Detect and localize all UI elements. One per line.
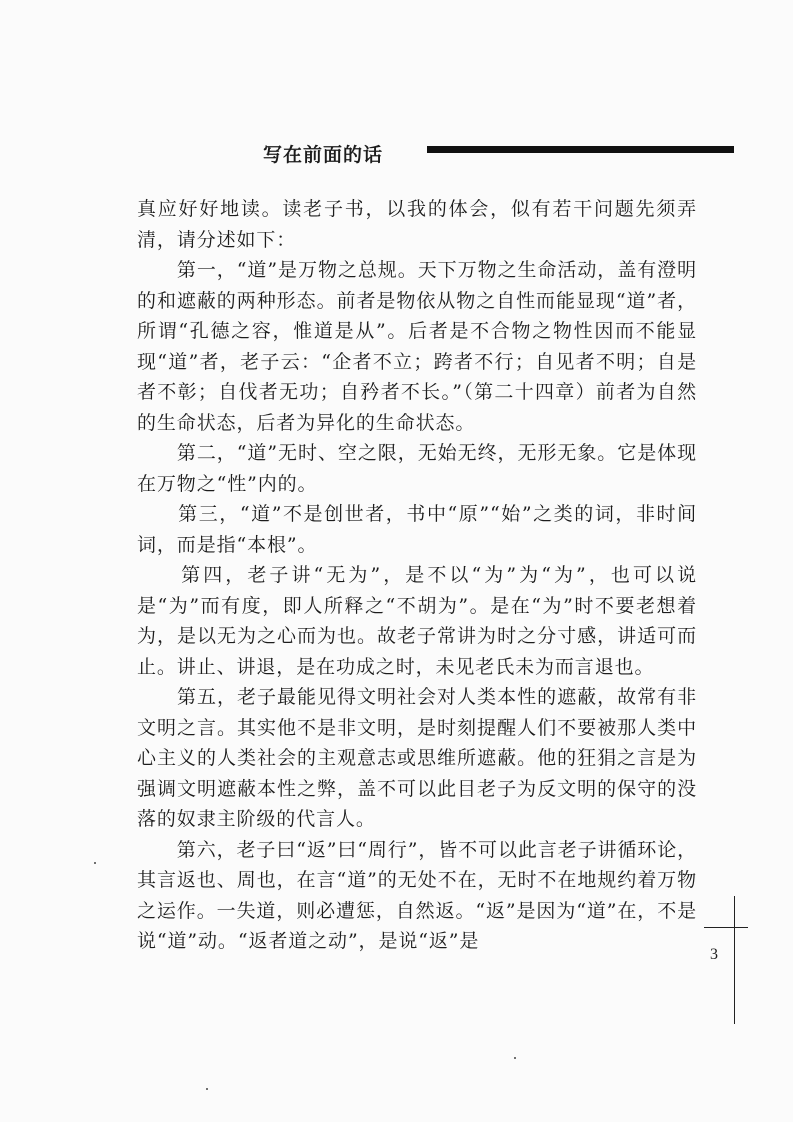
- paragraph-point-6: 第六，老子曰“返”曰“周行”，皆不可以此言老子讲循环论，其言返也、周也，在言“道”的无处不在，无时不在地规约着万物之运作。一失道，则必遭惩，自然返。“返”是因为“道”在，不是说“道”动。“返者道之动”，是说“返”是: [137, 838, 697, 952]
- scan-speck: [94, 862, 96, 864]
- running-header: [0, 140, 793, 170]
- paragraph-intro: 真应好好地读。读老子书，以我的体会，似有若干问题先须弄清，请分述如下：: [137, 198, 697, 251]
- header-title: 写在前面的话: [263, 144, 384, 166]
- crop-mark-vertical: [734, 896, 735, 1024]
- header-rule: [427, 146, 734, 153]
- scan-speck: [206, 1088, 208, 1090]
- paragraph-point-4: 第四，老子讲“无为”，是不以“为”为“为”，也可以说是“为”而有度，即人所释之“不胡为”。是在“为”时不要老想着为，是以无为之心而为也。故老子常讲为时之分寸感，讲适可而止。讲止、讲退，是在功成之时，未见老氏未为而言退也。: [137, 564, 697, 678]
- paragraph-point-1: 第一，“道”是万物之总规。天下万物之生命活动，盖有澄明的和遮蔽的两种形态。前者是物依从物之自性而能显现“道”者，所谓“孔德之容，惟道是从”。后者是不合物之物性因而不能显现“道”者，老子云：“企者不立；跨者不行；自见者不明；自是者不彰；自伐者无功；自矜者不长。”（第二十四章）前者为自然的生命状态，后者为异化的生命状态。: [137, 259, 697, 434]
- paragraph-point-2: 第二，“道”无时、空之限，无始无终，无形无象。它是体现在万物之“性”内的。: [137, 442, 697, 495]
- body-text: [137, 194, 697, 957]
- scan-speck: [514, 1057, 516, 1059]
- crop-mark-horizontal: [704, 927, 748, 928]
- paragraph-point-5: 第五，老子最能见得文明社会对人类本性的遮蔽，故常有非文明之言。其实他不是非文明，是时刻提醒人们不要被那人类中心主义的人类社会的主观意志或思维所遮蔽。他的狂狷之言是为强调文明遮蔽本性之弊，盖不可以此目老子为反文明的保守的没落的奴隶主阶级的代言人。: [137, 686, 697, 830]
- paragraph-point-3: 第三，“道”不是创世者，书中“原”“始”之类的词，非时间词，而是指“本根”。: [137, 503, 697, 556]
- page-number: 3: [710, 946, 718, 963]
